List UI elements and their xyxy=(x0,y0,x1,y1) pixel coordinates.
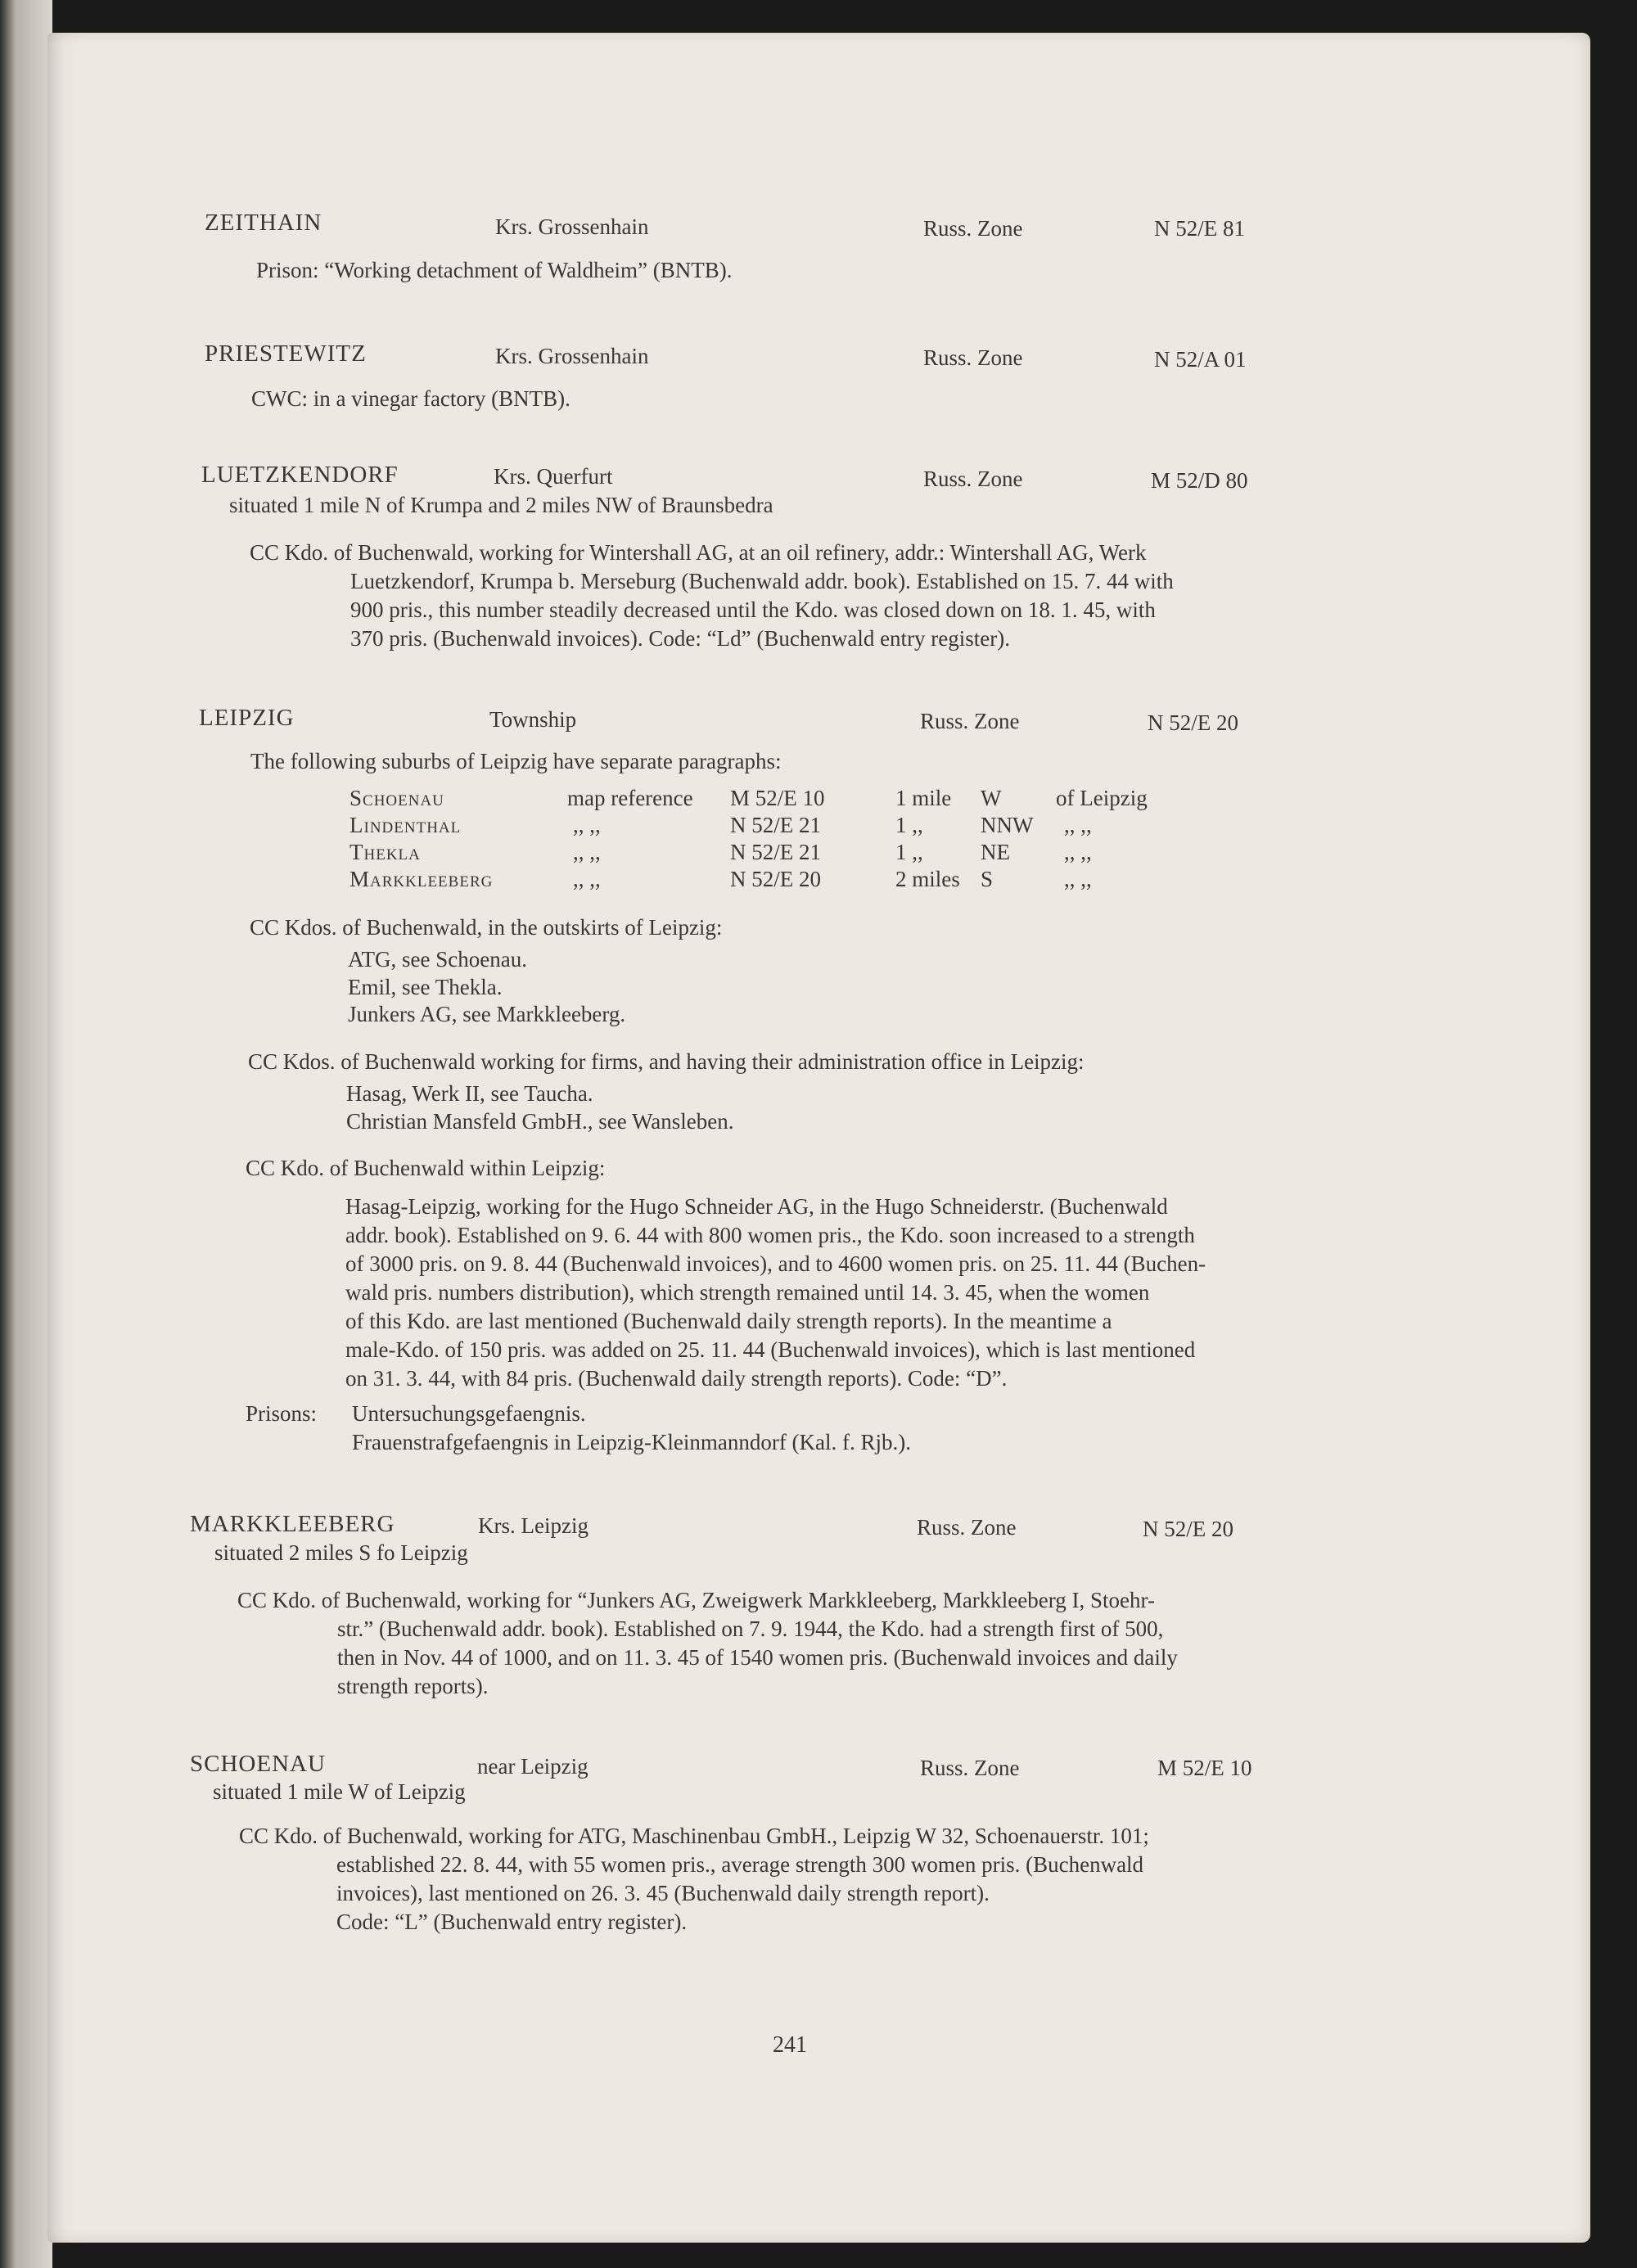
entry-district: Krs. Querfurt xyxy=(494,464,613,489)
entry-district: Township xyxy=(489,707,577,732)
para-line: established 22. 8. 44, with 55 women pris., average strength 300 women pris. (Buchenwald xyxy=(336,1852,1144,1877)
suburb-of: ,, ,, xyxy=(1064,813,1092,837)
suburb-dist: 1 ,, xyxy=(895,813,923,837)
suburb-name: Lindenthal xyxy=(349,813,462,837)
para-line: of this Kdo. are last mentioned (Buchenwald daily strength reports). In the meantime a xyxy=(345,1309,1112,1333)
entry-name: MARKKLEEBERG xyxy=(190,1511,395,1537)
suburb-ref: N 52/E 20 xyxy=(730,867,821,891)
cc-heading: CC Kdos. of Buchenwald, in the outskirts of Leipzig: xyxy=(250,915,723,940)
suburb-dir: NE xyxy=(981,840,1010,864)
para-line: then in Nov. 44 of 1000, and on 11. 3. 45 of 1540 women pris. (Buchenwald invoices and daily xyxy=(337,1645,1178,1670)
cc-item: Hasag, Werk II, see Taucha. xyxy=(346,1081,593,1106)
suburb-ref-label: map reference xyxy=(567,786,693,810)
suburbs-intro: The following suburbs of Leipzig have separate paragraphs: xyxy=(250,749,782,773)
prison-item: Frauenstrafgefaengnis in Leipzig-Kleinmanndorf (Kal. f. Rjb.). xyxy=(352,1430,912,1454)
para-line: Hasag-Leipzig, working for the Hugo Schneider AG, in the Hugo Schneiderstr. (Buchenwald xyxy=(345,1194,1168,1219)
suburb-dir: NNW xyxy=(981,813,1034,837)
para-line: male-Kdo. of 150 pris. was added on 25. 11. 44 (Buchenwald invoices), which is last mentioned xyxy=(345,1337,1196,1362)
entry-name: PRIESTEWITZ xyxy=(205,340,367,367)
entry-district: Krs. Leipzig xyxy=(478,1513,589,1538)
entry-name: LUETZKENDORF xyxy=(201,462,399,488)
entry-name: LEIPZIG xyxy=(199,705,295,731)
prison-item: Untersuchungsgefaengnis. xyxy=(352,1401,586,1426)
entry-map-ref: M 52/E 10 xyxy=(1157,1756,1252,1780)
entry-situated: situated 1 mile W of Leipzig xyxy=(213,1779,466,1804)
page-number: 241 xyxy=(773,2032,807,2058)
para-line: CC Kdo. of Buchenwald, working for ATG, Maschinenbau GmbH., Leipzig W 32, Schoenauerstr. 101; xyxy=(239,1824,1149,1848)
para-line: Code: “L” (Buchenwald entry register). xyxy=(336,1910,688,1934)
entry-situated: situated 1 mile N of Krumpa and 2 miles NW of Braunsbedra xyxy=(229,493,773,517)
suburb-of: ,, ,, xyxy=(1064,840,1092,864)
suburb-dist: 1 ,, xyxy=(895,840,923,864)
suburb-of: ,, ,, xyxy=(1064,867,1092,891)
entry-line: Prison: “Working detachment of Waldheim” (BNTB). xyxy=(256,258,733,282)
cc-item: Junkers AG, see Markkleeberg. xyxy=(348,1002,626,1026)
para-line: addr. book). Established on 9. 6. 44 with 800 women pris., the Kdo. soon increased to a strength xyxy=(345,1223,1195,1247)
suburb-of: of Leipzig xyxy=(1056,786,1148,810)
entry-zone: Russ. Zone xyxy=(920,709,1020,733)
para-line: wald pris. numbers distribution), which strength remained until 14. 3. 45, when the women xyxy=(345,1280,1150,1305)
entry-situated: situated 2 miles S fo Leipzig xyxy=(214,1540,468,1565)
entry-district: near Leipzig xyxy=(477,1754,589,1779)
entry-map-ref: N 52/E 20 xyxy=(1143,1517,1233,1541)
para-line: 370 pris. (Buchenwald invoices). Code: “Ld” (Buchenwald entry register). xyxy=(350,626,1011,651)
cc-item: ATG, see Schoenau. xyxy=(348,947,527,972)
suburb-name: Markkleeberg xyxy=(349,867,494,891)
para-line: str.” (Buchenwald addr. book). Established on 7. 9. 1944, the Kdo. had a strength first of 500, xyxy=(337,1616,1164,1641)
entry-zone: Russ. Zone xyxy=(923,345,1023,370)
entry-district: Krs. Grossenhain xyxy=(495,214,649,239)
suburb-name: Thekla xyxy=(349,840,421,864)
entry-name: SCHOENAU xyxy=(190,1751,326,1777)
suburb-ref: N 52/E 21 xyxy=(730,840,821,864)
suburb-dist: 2 miles xyxy=(895,867,960,891)
entry-zone: Russ. Zone xyxy=(923,216,1023,241)
entry-zone: Russ. Zone xyxy=(920,1756,1020,1780)
entry-map-ref: N 52/E 81 xyxy=(1154,216,1245,241)
para-line: CC Kdo. of Buchenwald, working for “Junkers AG, Zweigwerk Markkleeberg, Markkleeberg I, Stoehr- xyxy=(237,1588,1155,1612)
prisons-label: Prisons: xyxy=(246,1401,318,1426)
suburb-dir: S xyxy=(981,867,994,891)
para-line: CC Kdo. of Buchenwald, working for Wintershall AG, at an oil refinery, addr.: Wintershall AG, Werk xyxy=(250,540,1147,565)
cc-item: Emil, see Thekla. xyxy=(348,975,503,999)
suburb-ref-label: ,, ,, xyxy=(573,867,601,891)
para-line: invoices), last mentioned on 26. 3. 45 (Buchenwald daily strength report). xyxy=(336,1881,990,1905)
entry-map-ref: N 52/E 20 xyxy=(1148,710,1238,735)
suburb-ref: M 52/E 10 xyxy=(730,786,825,810)
entry-zone: Russ. Zone xyxy=(917,1515,1017,1540)
entry-zone: Russ. Zone xyxy=(923,467,1023,491)
para-line: of 3000 pris. on 9. 8. 44 (Buchenwald invoices), and to 4600 women pris. on 25. 11. 44 (Buchen- xyxy=(345,1251,1206,1276)
suburb-dir: W xyxy=(981,786,1002,810)
cc-heading: CC Kdo. of Buchenwald within Leipzig: xyxy=(246,1156,606,1180)
suburb-name: Schoenau xyxy=(349,786,444,810)
cc-item: Christian Mansfeld GmbH., see Wansleben. xyxy=(346,1109,734,1134)
para-line: strength reports). xyxy=(337,1674,489,1698)
para-line: Luetzkendorf, Krumpa b. Merseburg (Buchenwald addr. book). Established on 15. 7. 44 with xyxy=(350,569,1174,593)
suburb-ref-label: ,, ,, xyxy=(573,813,601,837)
suburb-ref-label: ,, ,, xyxy=(573,840,601,864)
entry-map-ref: M 52/D 80 xyxy=(1151,468,1248,493)
para-line: 900 pris., this number steadily decreased until the Kdo. was closed down on 18. 1. 45, with xyxy=(350,597,1156,622)
entry-name: ZEITHAIN xyxy=(205,210,322,236)
entry-district: Krs. Grossenhain xyxy=(495,344,649,368)
suburb-dist: 1 mile xyxy=(895,786,952,810)
cc-heading: CC Kdos. of Buchenwald working for firms, and having their administration office in Leipzig: xyxy=(248,1049,1085,1074)
entry-map-ref: N 52/A 01 xyxy=(1154,347,1247,372)
suburb-ref: N 52/E 21 xyxy=(730,813,821,837)
entry-line: CWC: in a vinegar factory (BNTB). xyxy=(251,386,570,411)
para-line: on 31. 3. 44, with 84 pris. (Buchenwald daily strength reports). Code: “D”. xyxy=(345,1366,1008,1391)
